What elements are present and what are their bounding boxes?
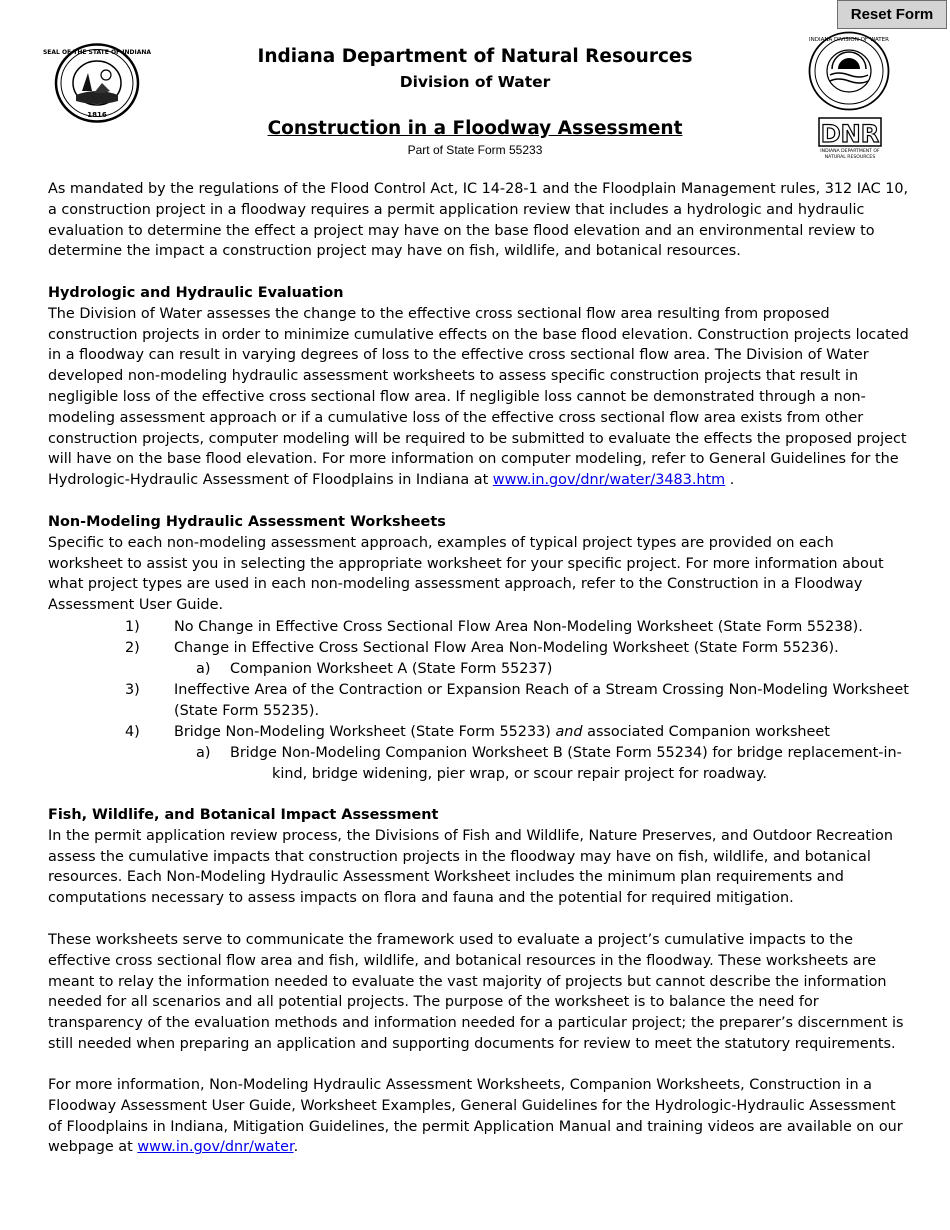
seal-text: SEAL OF THE STATE OF INDIANA [42, 49, 152, 56]
list-subletter: a) [196, 745, 211, 761]
list-subletter: a) [196, 661, 211, 677]
seal-year: 1816 [87, 111, 107, 119]
dnr-seal-text: INDIANA DIVISION OF WATER [809, 37, 889, 43]
list-item: No Change in Effective Cross Sectional Flow Area Non-Modeling Worksheet (State Form 55238). [174, 619, 863, 635]
list-number: 2) [125, 640, 140, 656]
intro-paragraph: As mandated by the regulations of the Flood Control Act, IC 14-28-1 and the Floodplain Management rules, 312 IAC 10, a construction project in a floodway requires a permit application review that includes a hydrologic and hydraulic evaluation to determine the effect a project may have on the base flood elevation and an environmental review to determine the impact a construction project may have on fish, wildlife, and botanical resources. [48, 181, 909, 260]
framework-paragraph: These worksheets serve to communicate the framework used to evaluate a project’s cumulative impacts to the effective cross sectional flow area and fish, wildlife, and botanical resources in the floodway. These worksheets are meant to relay the information needed to evaluate the vast majority of projects but cannot describe the information needed for all scenarios and all potential projects. The purpose of the worksheet is to balance the need for transparency of the evaluation methods and information needed for a particular project; the preparer’s discernment is still needed when preparing an application and supporting documents for review to meet the statutory requirements. [48, 932, 904, 1052]
dnr-logo-caption-1: INDIANA DEPARTMENT OF [820, 149, 880, 154]
page-title: Construction in a Floodway Assessment [267, 118, 683, 139]
agency-name: Indiana Department of Natural Resources [257, 46, 693, 67]
list-subitem: Bridge Non-Modeling Companion Worksheet B (State Form 55234) for bridge replacement-in- [230, 745, 902, 761]
dnr-logo-text: DNR [820, 120, 880, 148]
division-name: Division of Water [399, 73, 551, 91]
section-text: The Division of Water assesses the change to the effective cross sectional flow area resulting from proposed construction projects in order to minimize cumulative effects on the base flood elevation. Construction projects located in a floodway can result in varying degrees of loss to the effective cross sectional flow area. The Division of Water developed non-modeling hydraulic assessment worksheets to assess specific construction projects that result in negligible loss of the effective cross sectional flow area. If negligible loss cannot be demonstrated through a non-modeling assessment approach or if a cumulative loss of the effective cross sectional flow area exists from other construction projects, computer modeling will be required to be submitted to evaluate the effects the proposed project will have on the base flood elevation. For more information on computer modeling, refer to General Guidelines for the Hydrologic-Hydraulic Assessment of Floodplains in Indiana at www.in.gov/dnr/water/3483.htm . [48, 305, 909, 489]
section-heading: Non-Modeling Hydraulic Assessment Worksheets [48, 514, 446, 530]
list-subitem-continued: kind, bridge widening, pier wrap, or scour repair project for roadway. [272, 766, 767, 782]
list-item-continued: (State Form 55235). [174, 703, 320, 719]
hydrologic-section [48, 283, 910, 491]
fish-wildlife-section [48, 805, 910, 909]
section-text: Specific to each non-modeling assessment approach, examples of typical project types are provided on each worksheet to assist you in selecting the appropriate worksheet for your specific project. For more information about what project types are used in each non-modeling assessment approach, refer to the Construction in a Floodway Assessment User Guide. [48, 534, 884, 614]
division-of-water-seal-logo [808, 31, 890, 111]
dnr-logo-caption-2: NATURAL RESOURCES [824, 155, 876, 160]
list-item: Change in Effective Cross Sectional Flow Area Non-Modeling Worksheet (State Form 55236). [174, 640, 839, 656]
list-number: 4) [125, 724, 140, 740]
more-information-paragraph: For more information, Non-Modeling Hydraulic Assessment Worksheets, Companion Worksheets, Construction in a Floodway Assessment User Guide, Worksheet Examples, General Guidelines for the Hydrologic-Hydraulic Assessment of Floodplains in Indiana, Mitigation Guidelines, the permit Application Manual and training videos are available on our webpage at www.in.gov/dnr/water. [48, 1077, 903, 1156]
section-heading: Hydrologic and Hydraulic Evaluation [48, 285, 344, 301]
list-number: 3) [125, 682, 140, 698]
hydrologic-guidelines-link[interactable]: www.in.gov/dnr/water/3483.htm [492, 472, 726, 489]
dnr-water-webpage-link[interactable]: www.in.gov/dnr/water [137, 1139, 294, 1156]
page-subtitle: Part of State Form 55233 [407, 143, 543, 157]
reset-form-button[interactable]: Reset Form [837, 0, 947, 29]
section-text: In the permit application review process, the Divisions of Fish and Wildlife, Nature Preserves, and Outdoor Recreation assess the cumulative impacts that construction projects in the floodway may have on fish, wildlife, and botanical resources. Each Non-Modeling Hydraulic Assessment Worksheet includes the minimum plan requirements and computations necessary to assess impacts on flora and fauna and the potential for required mitigation. [48, 827, 893, 907]
non-modeling-section [48, 512, 910, 616]
list-item: Ineffective Area of the Contraction or Expansion Reach of a Stream Crossing Non-Modeling Worksheet [174, 682, 909, 698]
section-heading: Fish, Wildlife, and Botanical Impact Assessment [48, 807, 439, 823]
list-number: 1) [125, 619, 140, 635]
list-item: Bridge Non-Modeling Worksheet (State Form 55233) and associated Companion worksheet [174, 724, 830, 740]
list-subitem: Companion Worksheet A (State Form 55237) [230, 661, 553, 677]
